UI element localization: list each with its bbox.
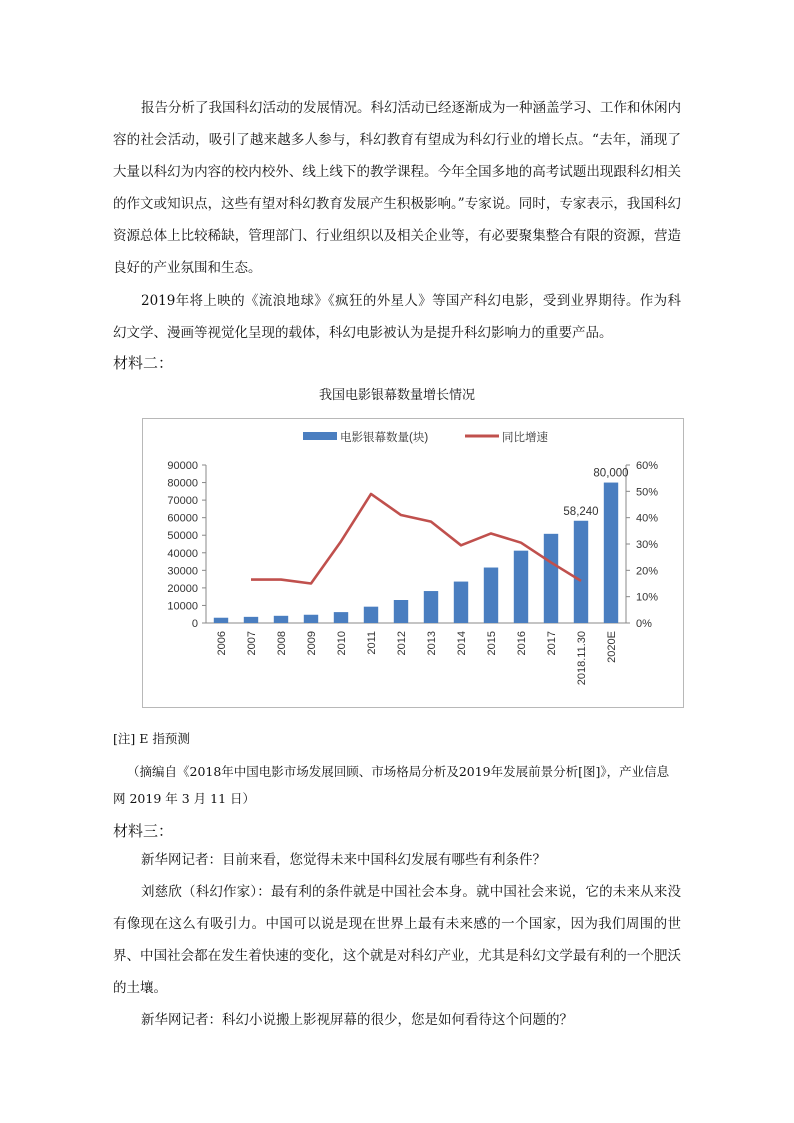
paragraph-question-1: 新华网记者：目前来看，您觉得未来中国科幻发展有哪些有利条件？ xyxy=(141,852,546,868)
category-label: 2013 xyxy=(426,631,438,656)
bar xyxy=(304,615,318,623)
category-label: 2011 xyxy=(366,631,378,655)
right-tick-label: 50% xyxy=(636,486,659,499)
left-tick-label: 50000 xyxy=(167,530,198,543)
category-label: 2018.11.30 xyxy=(576,631,588,686)
category-label: 2016 xyxy=(516,631,528,656)
legend-line-label: 同比增速 xyxy=(502,432,548,444)
data-label: 80,000 xyxy=(593,467,629,480)
paragraph-films: 2019年将上映的《流浪地球》《疯狂的外星人》等国产科幻电影，受到业界期待。作为科幻文学、漫画等视觉化呈现的载体，科幻电影被认为是提升科幻影响力的重要产品。 xyxy=(113,293,681,341)
source-citation: （摘编自《2018年中国电影市场发展回顾、市场格局分析及2019年发展前景分析[图]》，产业信息网 2019 年 3 月 11 日） xyxy=(113,764,670,806)
left-tick-label: 40000 xyxy=(167,547,198,560)
left-tick-label: 0 xyxy=(191,618,198,630)
category-label: 2007 xyxy=(246,631,258,656)
paragraph-question-2: 新华网记者：科幻小说搬上影视屏幕的很少，您是如何看待这个问题的？ xyxy=(141,1012,573,1028)
data-label: 58,240 xyxy=(563,505,599,518)
right-tick-label: 20% xyxy=(636,565,659,578)
legend-bar-swatch xyxy=(303,432,337,440)
chart-svg xyxy=(143,419,683,707)
screen-count-chart xyxy=(142,418,684,708)
chart-title: 我国电影银幕数量增长情况 xyxy=(318,388,475,403)
right-tick-label: 60% xyxy=(636,460,659,472)
bar xyxy=(274,616,288,623)
bar xyxy=(334,612,348,623)
category-label: 2008 xyxy=(276,631,288,656)
right-tick-label: 0% xyxy=(636,618,652,630)
bar xyxy=(574,521,588,623)
left-tick-label: 30000 xyxy=(167,565,198,578)
left-tick-label: 90000 xyxy=(167,460,198,472)
left-tick-label: 80000 xyxy=(167,477,198,490)
category-label: 2015 xyxy=(486,631,498,656)
material-three-label: 材料三： xyxy=(113,822,174,840)
category-label: 2020E xyxy=(606,631,618,663)
bar xyxy=(514,551,528,623)
bar xyxy=(604,483,618,623)
bar xyxy=(244,617,258,623)
category-label: 2014 xyxy=(456,631,468,656)
paragraph-answer-1: 刘慈欣（科幻作家）：最有利的条件就是中国社会本身。就中国社会来说，它的未来从来没有像现在这么有吸引力。中国可以说是现在世界上最有未来感的一个国家，因为我们周围的世界、中国社会都在发生着快速的变化，这个就是对科幻产业，尤其是科幻文学最有利的一个肥沃的土壤。 xyxy=(113,884,681,996)
bar xyxy=(424,591,438,623)
paragraph-intro: 报告分析了我国科幻活动的发展情况。科幻活动已经逐渐成为一种涵盖学习、工作和休闲内容的社会活动，吸引了越来越多人参与，科幻教育有望成为科幻行业的增长点。“去年，涌现了大量以科幻为内容的校内校外、线上线下的教学课程。今年全国多地的高考试题出现跟科幻相关的作文或知识点，这些有望对科幻教育发展产生积极影响。”专家说。同时，专家表示，我国科幻资源总体上比较稀缺，管理部门、行业组织以及相关企业等，有必要聚集整合有限的资源，营造良好的产业氛围和生态。 xyxy=(113,100,681,276)
left-tick-label: 60000 xyxy=(167,512,198,525)
category-label: 2017 xyxy=(546,631,558,656)
right-tick-label: 40% xyxy=(636,512,659,525)
left-tick-label: 20000 xyxy=(167,582,198,595)
bar xyxy=(544,534,558,623)
bar xyxy=(394,600,408,623)
left-tick-label: 10000 xyxy=(167,600,198,613)
bar xyxy=(214,618,228,623)
right-tick-label: 30% xyxy=(636,539,659,551)
bar xyxy=(484,568,498,623)
chart-note: [注] E 指预测 xyxy=(113,731,190,746)
category-label: 2010 xyxy=(336,631,348,656)
category-label: 2006 xyxy=(216,631,228,656)
category-label: 2009 xyxy=(306,631,318,656)
bar xyxy=(364,607,378,623)
left-tick-label: 70000 xyxy=(167,495,198,508)
category-label: 2012 xyxy=(396,631,408,656)
growth-line xyxy=(251,494,581,584)
right-tick-label: 10% xyxy=(636,591,659,604)
material-two-label: 材料二： xyxy=(113,354,174,372)
bar xyxy=(454,582,468,623)
legend-bar-label: 电影银幕数量(块) xyxy=(340,432,429,444)
